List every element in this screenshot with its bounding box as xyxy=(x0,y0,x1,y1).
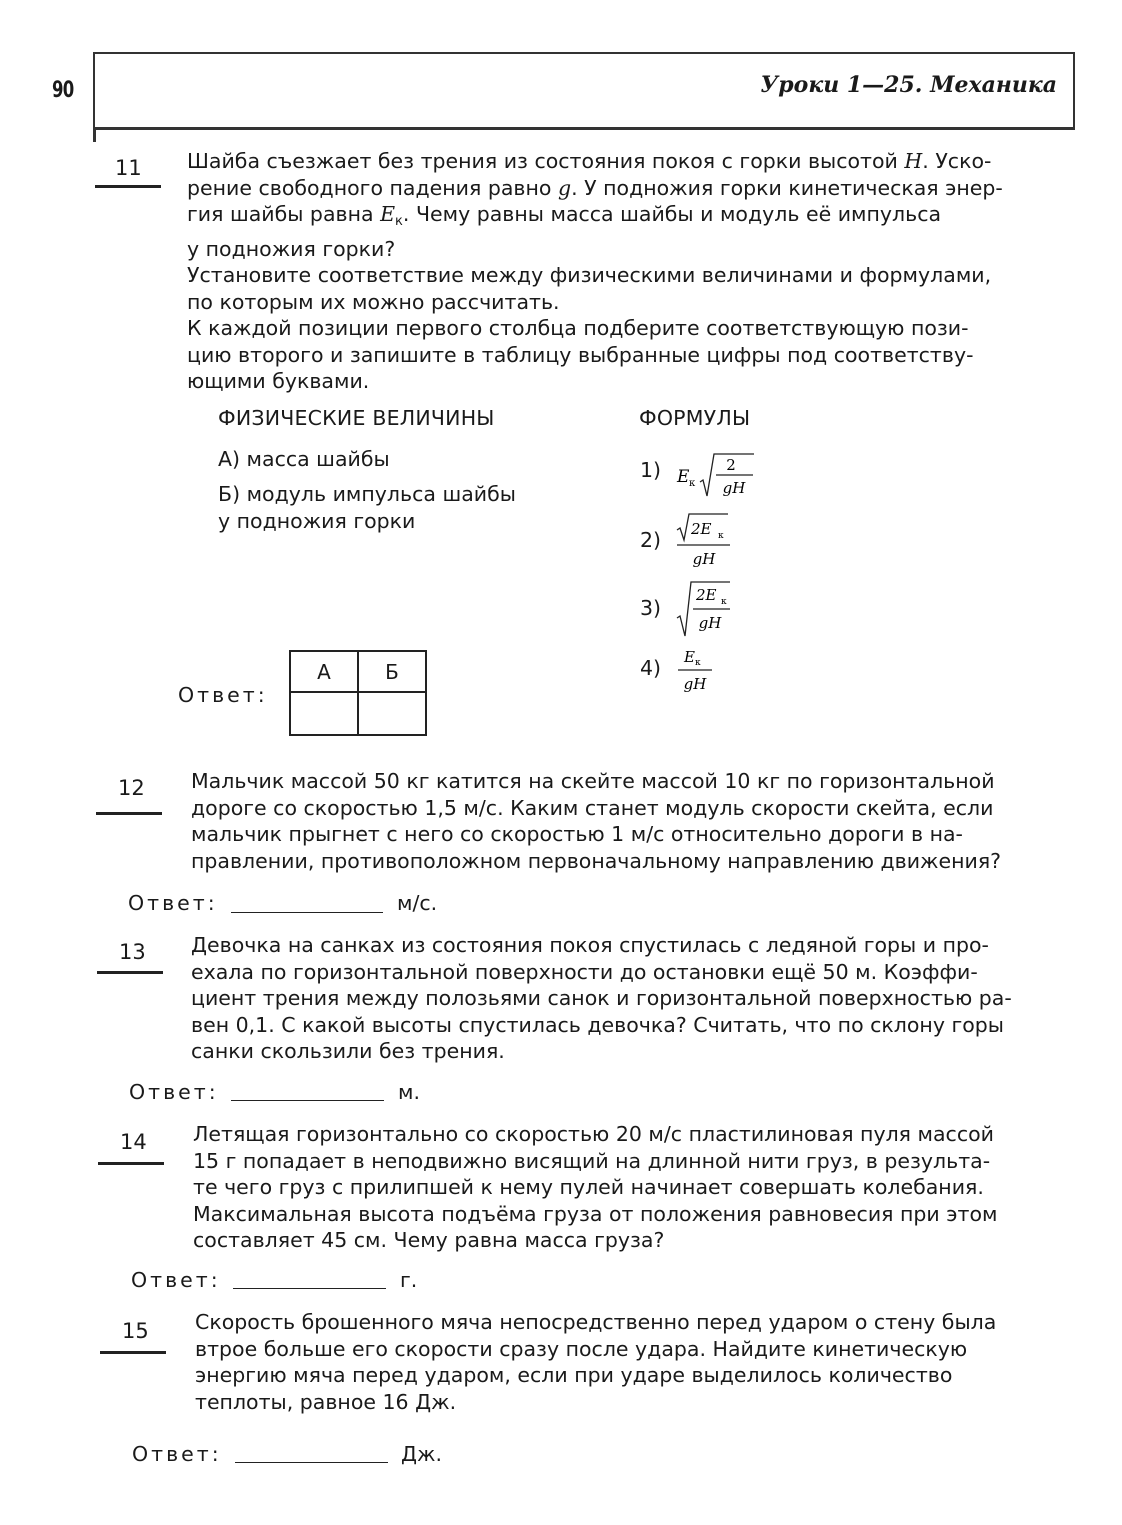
task-number-12: 12 xyxy=(118,776,145,800)
task15-text: Скорость брошенного мяча непосредственно перед ударом о стену была втрое больше его скорости сразу после удара. Найдите кинетическую энергию мяча перед ударом, если при ударе выделилось количество теплоты, равное 16 Дж. xyxy=(195,1310,997,1414)
task13-text: Девочка на санках из состояния покоя спустилась с ледяной горы и про- ехала по горизонтальной поверхности до остановки ещё 50 м. Коэффи- циент трения между полозьями санок и горизонтальной поверхностью ра- вен 0,1. С какой высоты спустилась девочка? Считать, что по склону горы санки скользили без трения. xyxy=(191,933,1012,1063)
task-number-underline xyxy=(96,812,162,815)
formula-1-k: к xyxy=(689,478,696,489)
answer-table-header-b: Б xyxy=(358,651,426,692)
task13-answer-field[interactable] xyxy=(231,1100,384,1101)
task15-answer-label: Ответ: xyxy=(132,1442,222,1466)
task14-answer-label: Ответ: xyxy=(131,1268,221,1292)
task13-answer-label: Ответ: xyxy=(129,1080,219,1104)
formula-2 xyxy=(674,510,744,572)
answer-table-header-a: А xyxy=(290,651,358,692)
task14-answer-field[interactable] xyxy=(233,1288,386,1289)
formula-2-2e: 2E xyxy=(691,520,712,538)
quantities-header: ФИЗИЧЕСКИЕ ВЕЛИЧИНЫ xyxy=(218,406,495,430)
formula-4-k: к xyxy=(695,658,701,668)
answer-table xyxy=(289,650,427,736)
answer-cell-b[interactable] xyxy=(358,692,426,735)
formula-3-k: к xyxy=(721,597,727,607)
formula-2-label: 2) xyxy=(640,528,662,552)
task11-answer-label: Ответ: xyxy=(178,683,268,707)
task15-unit: Дж. xyxy=(401,1442,442,1466)
formula-2-k: к xyxy=(718,531,724,541)
formula-1-gh: gH xyxy=(722,479,746,497)
task12-unit: м/с. xyxy=(397,891,438,915)
task-number-14: 14 xyxy=(120,1130,147,1154)
chapter-header xyxy=(93,52,1075,130)
formula-4-e: E xyxy=(684,648,695,666)
task12-text: Мальчик массой 50 кг катится на скейте массой 10 кг по горизонтальной дороге со скоростью 1,5 м/с. Каким станет модуль скорости скейта, если мальчик прыгнет с него со скоростью 1 м/с относительно дороги в на- правлении, противоположном первоначальному направлению движения? xyxy=(191,769,1002,873)
formula-3-label: 3) xyxy=(640,596,662,620)
chapter-title: Уроки 1—25. Механика xyxy=(760,72,1057,98)
quantity-a: А) масса шайбы xyxy=(218,447,390,471)
task-number-13: 13 xyxy=(119,940,146,964)
task12-answer-label: Ответ: xyxy=(128,891,218,915)
task-number-11: 11 xyxy=(115,156,142,180)
formula-1-e: E xyxy=(677,467,690,487)
task-number-15: 15 xyxy=(122,1319,149,1343)
formula-3-gh: gH xyxy=(698,614,722,632)
task-number-underline xyxy=(98,1162,164,1165)
task-number-underline xyxy=(97,971,163,974)
formula-3 xyxy=(674,578,744,642)
task11-text: Шайба съезжает без трения из состояния покоя с горки высотой H. Уско- рение свободного падения равно g. У подножия горки кинетическая энер- гия шайбы равна $E_к$. Чему равны масса шайбы и модуль её импульса у подножия горки? Установите соответствие между физическими величинами и формулами, по которым их можно рассчитать. К каждой позиции первого столбца подберите соответствующую пози- цию второго и запишите в таблицу выбранные цифры под соответству- ющими буквами. xyxy=(187,149,1003,393)
formula-4-gh: gH xyxy=(683,675,707,693)
task14-unit: г. xyxy=(400,1268,418,1292)
task14-text: Летящая горизонтально со скоростью 20 м/с пластилиновая пуля массой 15 г попадает в неподвижно висящий на длинной нити груз, в результа- те чего груз с прилипшей к нему пулей начинает совершать колебания. Максимальная высота подъёма груза от положения равновесия при этом составляет 45 см. Чему равна масса груза? xyxy=(193,1122,998,1252)
formulas-header: ФОРМУЛЫ xyxy=(639,406,751,430)
formula-3-2e: 2E xyxy=(696,586,717,604)
quantity-b-line2: у подножия горки xyxy=(218,509,416,533)
task-number-underline xyxy=(95,185,161,188)
formula-2-gh: gH xyxy=(692,550,716,568)
task13-unit: м. xyxy=(398,1080,420,1104)
task15-answer-field[interactable] xyxy=(235,1462,388,1463)
answer-cell-a[interactable] xyxy=(290,692,358,735)
task12-answer-field[interactable] xyxy=(231,912,383,913)
page-number: 90 xyxy=(52,78,74,103)
formula-1 xyxy=(674,448,764,502)
formula-4-label: 4) xyxy=(640,656,662,680)
formula-4 xyxy=(674,645,724,697)
formula-1-two: 2 xyxy=(726,456,736,474)
task-number-underline xyxy=(100,1351,166,1354)
quantity-b-line1: Б) модуль импульса шайбы xyxy=(218,482,516,506)
formula-1-label: 1) xyxy=(640,458,662,482)
